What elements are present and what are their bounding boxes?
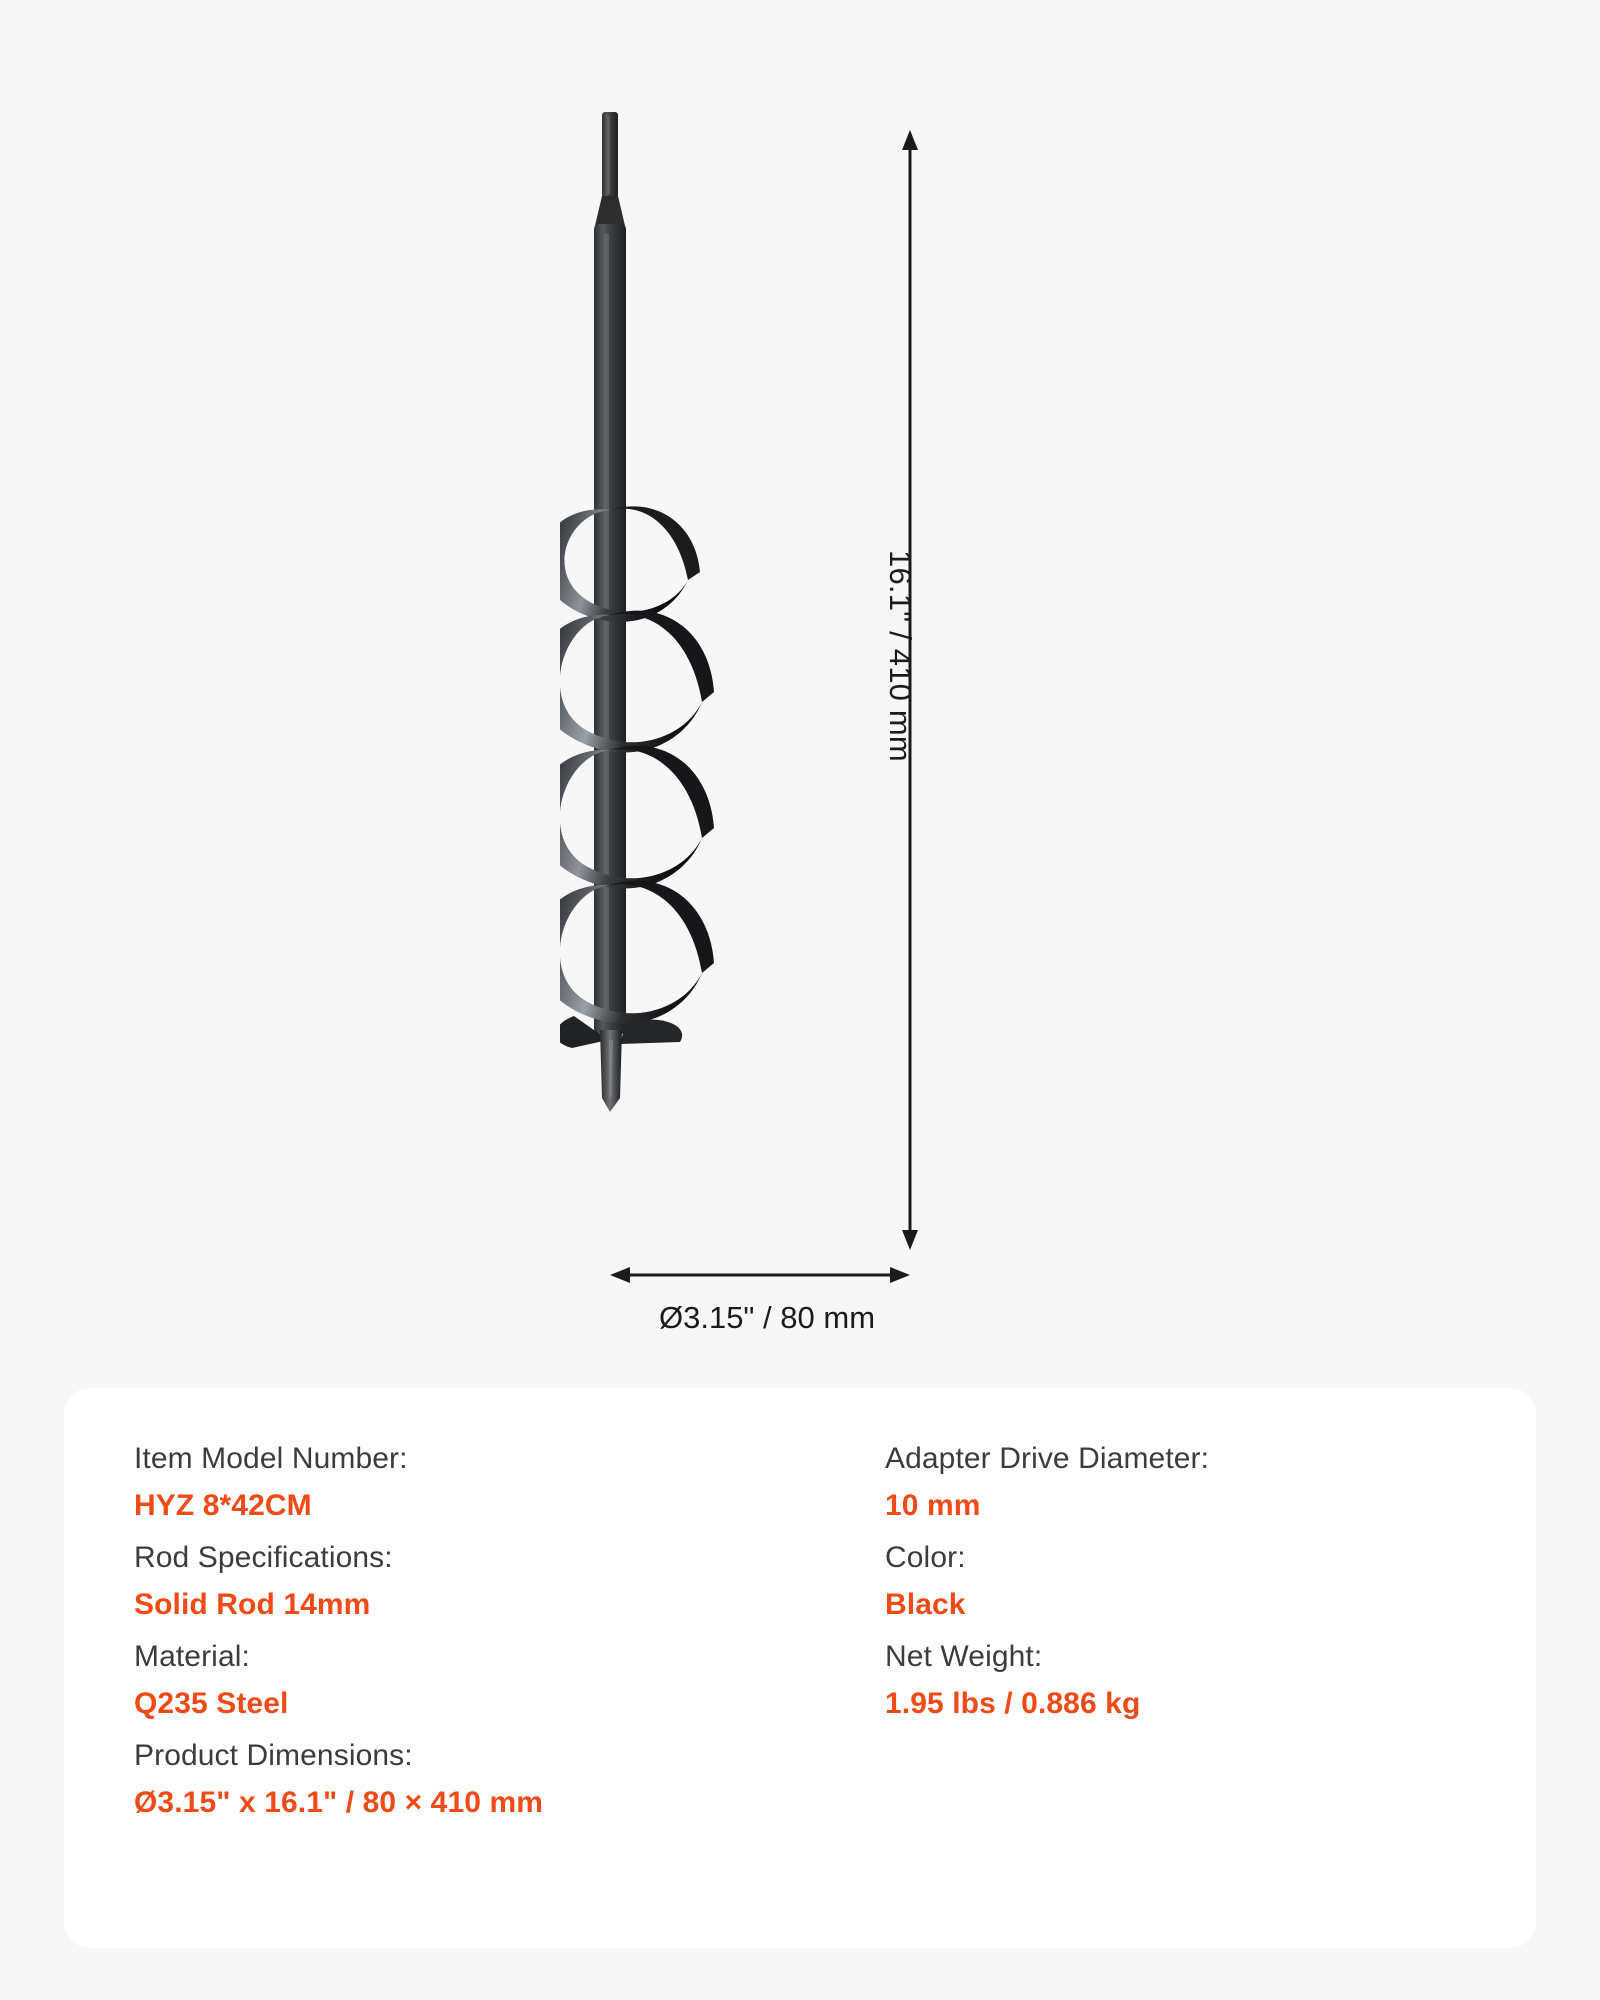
spec-value-product-dimensions: Ø3.15" x 16.1" / 80 × 410 mm xyxy=(134,1785,544,1819)
spec-label-rod-specifications: Rod Specifications: xyxy=(134,1541,393,1574)
spec-value-net-weight: 1.95 lbs / 0.886 kg xyxy=(885,1686,1141,1720)
vertical-dimension-label: 16.1" / 410 mm xyxy=(883,550,918,762)
auger-spiral-flighting xyxy=(560,506,714,1048)
specification-grid xyxy=(134,1436,1496,1832)
specification-column-left xyxy=(134,1436,815,1832)
spec-item-adapter-drive-diameter xyxy=(885,1436,1496,1529)
spec-value-material: Q235 Steel xyxy=(134,1686,289,1720)
spec-label-net-weight: Net Weight: xyxy=(885,1640,1043,1673)
auger-drill-bit-image xyxy=(560,110,880,1270)
horizontal-dimension-label: Ø3.15" / 80 mm xyxy=(658,1300,876,1335)
horizontal-dimension-arrow xyxy=(610,1255,910,1295)
specification-column-right xyxy=(815,1436,1496,1832)
spec-label-color: Color: xyxy=(885,1541,966,1574)
spec-item-rod-specifications xyxy=(134,1535,815,1628)
spec-item-product-dimensions xyxy=(134,1733,815,1826)
spec-item-model-number xyxy=(134,1436,815,1529)
spec-item-color xyxy=(885,1535,1496,1628)
spec-item-material xyxy=(134,1634,815,1727)
spec-label-model-number: Item Model Number: xyxy=(134,1442,408,1475)
spec-label-adapter-drive-diameter: Adapter Drive Diameter: xyxy=(885,1442,1210,1475)
spec-label-product-dimensions: Product Dimensions: xyxy=(134,1739,413,1772)
specification-card xyxy=(64,1388,1536,1948)
spec-value-color: Black xyxy=(885,1587,966,1621)
spec-value-model-number: HYZ 8*42CM xyxy=(134,1488,312,1522)
spec-value-rod-specifications: Solid Rod 14mm xyxy=(134,1587,371,1621)
spec-value-adapter-drive-diameter: 10 mm xyxy=(885,1488,981,1522)
spec-label-material: Material: xyxy=(134,1640,250,1673)
auger-shaft xyxy=(594,224,626,1034)
auger-hex-shank xyxy=(602,112,618,198)
spec-item-net-weight xyxy=(885,1634,1496,1727)
auger-pilot-tip xyxy=(600,1030,622,1112)
